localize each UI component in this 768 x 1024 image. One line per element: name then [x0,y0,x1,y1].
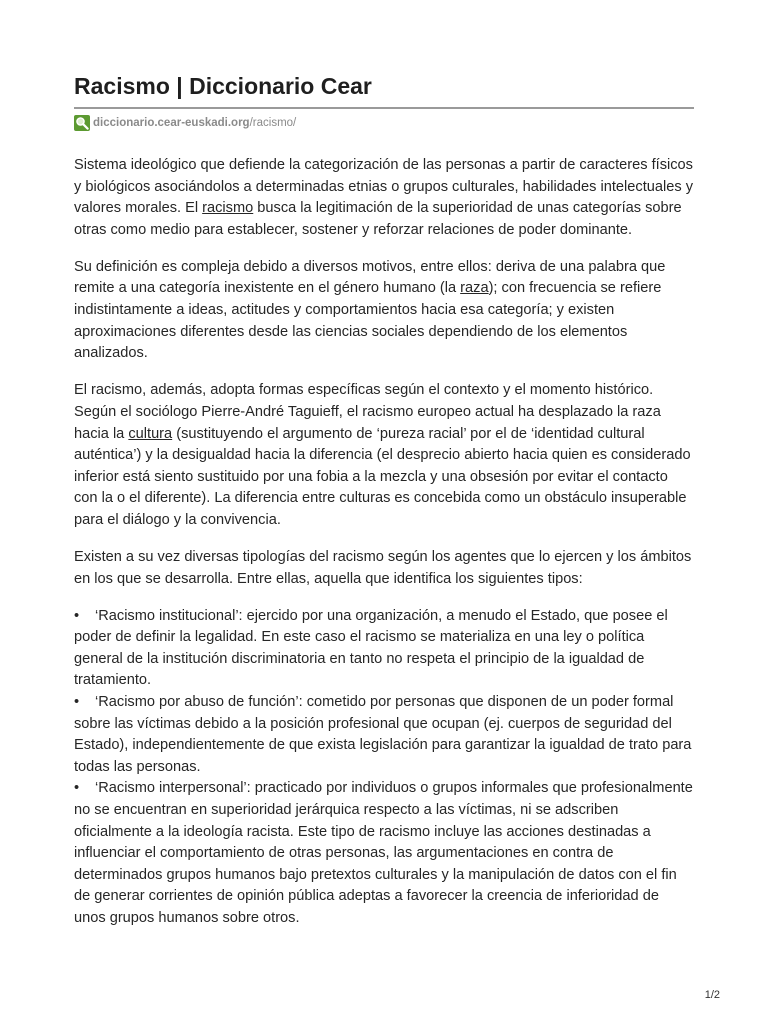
paragraph-3-text-a: El racismo, además, adopta formas específicas según el contexto y el momento histórico. Según el sociólogo Pierre-André Taguieff, el racismo europeo actual ha desplazado la raza hacia la [74,382,661,442]
paragraph-2-text-b: ); con frecuencia se refiere indistintamente a ideas, actitudes y comportamientos hacia esa categoría; y existen aproximaciones diferentes desde las ciencias sociales dependiendo de los elementos analizados. [74,280,662,362]
paragraph-1 [74,155,694,241]
bullet-icon: • [74,694,80,711]
link-racismo[interactable]: racismo [202,200,254,217]
typology-list [74,606,694,930]
paragraph-1-text-b: busca la legitimación de la superioridad de unas categorías sobre otras como medio para establecer, sostener y reforzar relaciones de poder dominante. [74,200,682,238]
paragraph-4: Existen a su vez diversas tipologías del racismo según los agentes que lo ejercen y los ámbitos en los que se desarrolla. Entre ellas, aquella que identifica los siguientes tipos: [74,549,692,587]
list-item [74,778,694,929]
paragraph-2 [74,257,694,365]
paragraph-1-text-a: Sistema ideológico que defiende la categorización de las personas a partir de caracteres físicos y biológicos asociándolos a determinadas etnias o grupos culturales, habilidades intelectuales y valores morales. El [74,157,693,217]
list-item-text: ‘Racismo interpersonal’: practicado por individuos o grupos informales que profesionalmente no se encuentran en superioridad jerárquica respecto a las víctimas, ni se adscriben oficialmente a la ideología racista. Este tipo de racismo incluye las acciones destinadas a influenciar el comportamiento de otras personas, las argumentaciones en contra de determinados grupos humanos bajo pretextos culturales y la manipulación de datos con el fin de generar corrientes de opinión pública adeptas a favorecer la creencia de inferioridad de unos grupos humanos sobre otros. [74,780,693,926]
bullet-icon: • [74,780,80,797]
paragraph-3-text-b: (sustituyendo el argumento de ‘pureza racial’ por el de ‘identidad cultural auténtica’) y la desigualdad hacia la diferencia (el desprecio abierto hacia quien es considerado inferior está siento sustituido por una fobia a la mezcla y una obsesión por evitar el contacto con la o el diferente). La diferencia entre culturas es concebida como un obstáculo insuperable para el diálogo y la convivencia. [74,425,691,528]
paragraph-3 [74,380,694,531]
bullet-icon: • [74,607,80,624]
source-url[interactable] [74,115,694,131]
link-cultura[interactable]: cultura [128,425,173,442]
link-raza[interactable]: raza [460,280,489,297]
title-divider [74,107,694,109]
page-title: Racismo | Diccionario Cear [74,73,372,99]
paragraph-2-text-a: Su definición es compleja debido a diversos motivos, entre ellos: deriva de una palabra que remite a una categoría inexistente en el género humano (la [74,258,666,297]
url-domain[interactable]: diccionario.cear-euskadi.org [93,117,250,129]
page-number: 1/2 [704,989,720,1001]
list-item-text: ‘Racismo por abuso de función’: cometido por personas que disponen de un poder formal sobre las víctimas debido a la posición profesional que ocupan (ej. cuerpos de seguridad del Estado), independientemente de que exista legislación para garantizar la igualdad de trato para todas las personas. [74,694,692,775]
document-page [74,72,694,930]
list-item [74,606,694,692]
article-body [74,155,694,930]
list-item-text: ‘Racismo institucional’: ejercido por una organización, a menudo el Estado, que posee el poder de definir la legalidad. En este caso el racismo se materializa en una ley o política general de la institución discriminatoria en tanto no respeta el principio de la igualdad de tratamiento. [74,607,668,689]
magnifier-icon [74,115,90,131]
url-path[interactable]: /racismo/ [249,117,297,129]
list-item [74,692,694,778]
